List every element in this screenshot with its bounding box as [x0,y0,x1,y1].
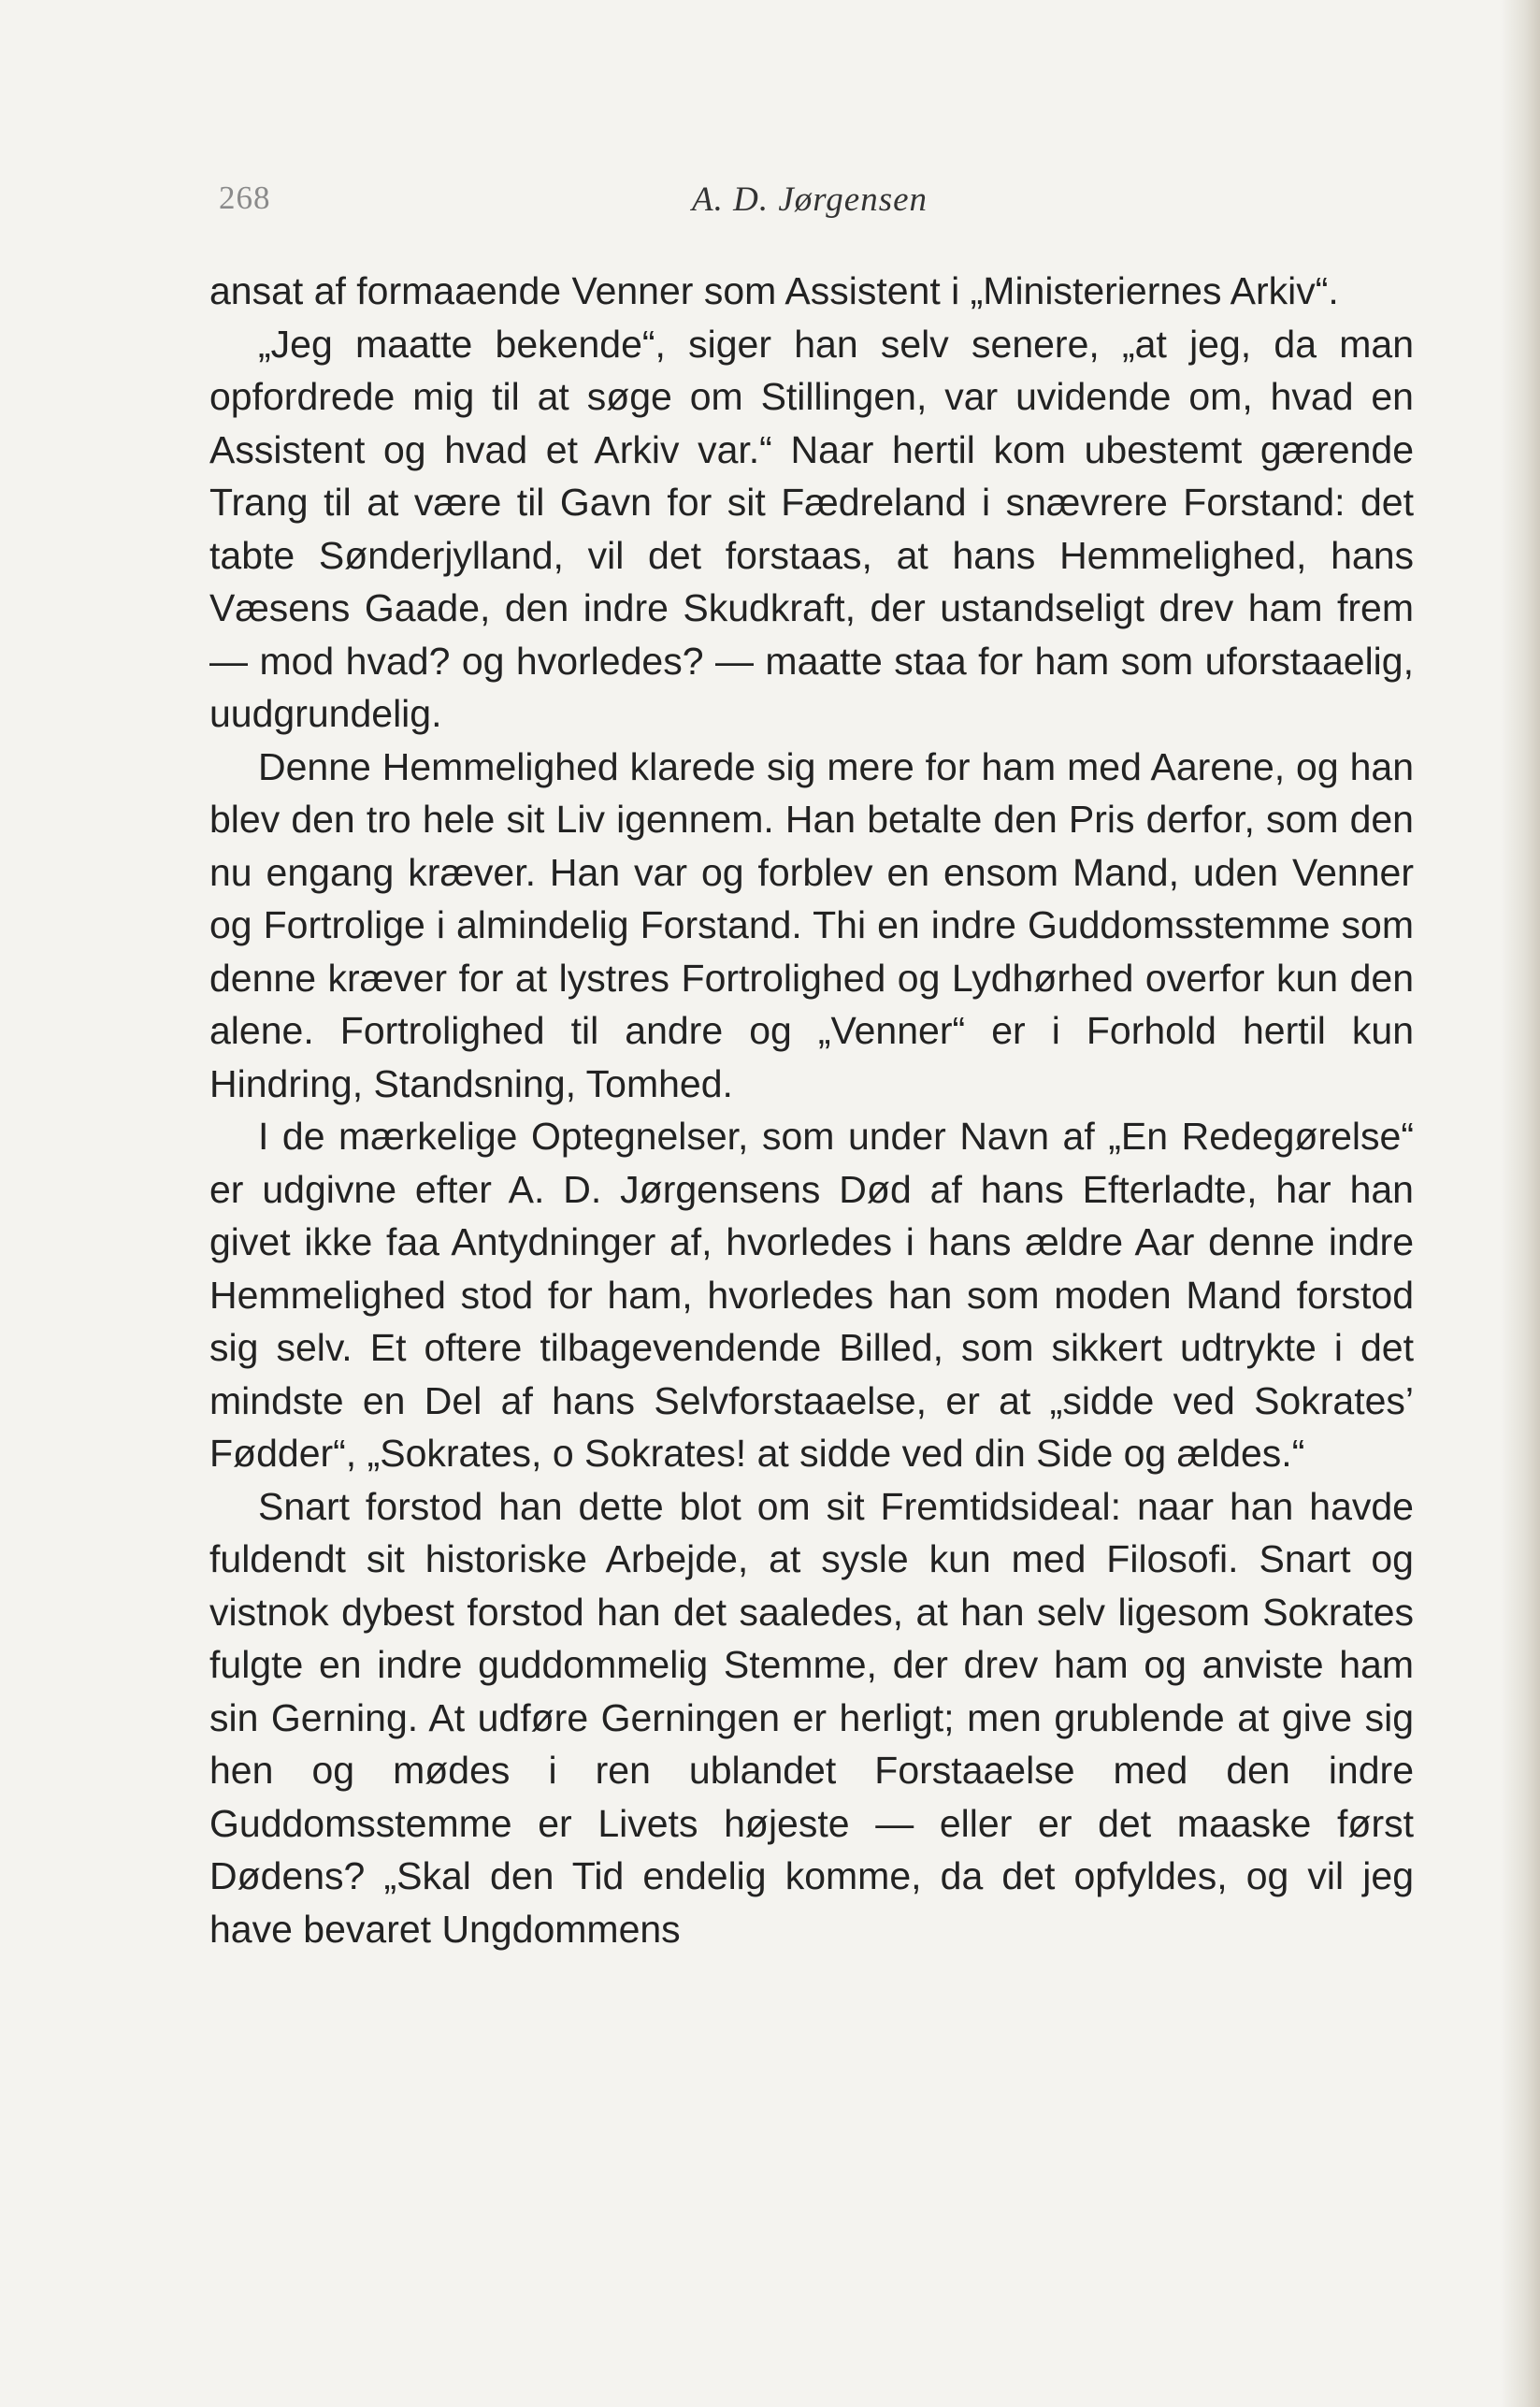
paragraph: Denne Hemmelighed klarede sig mere for ham med Aarene, og han blev den tro hele sit Liv igennem. Han betalte den Pris derfor, som den nu engang kræver. Han var og forblev en ensom Mand, uden Venner og Fortrolige i almindelig Forstand. Thi en indre Guddomsstemme som denne kræver for at lystres Fortrolighed og Lydhørhed overfor kun den alene. Fortrolighed til andre og „Venner“ er i Forhold hertil kun Hindring, Standsning, Tomhed. [209,744,1414,1105]
page-edge-shadow [1501,0,1540,2407]
page-header [206,180,1421,226]
paragraph: Snart forstod han dette blot om sit Fremtidsideal: naar han havde fuldendt sit historiske Arbejde, at sysle kun med Filosofi. Snart og vistnok dybest forstod han det saaledes, at han selv ligesom Sokrates fulgte en indre guddommelig Stemme, der drev ham og anviste ham sin Gerning. At udføre Gerningen er herligt; men grublende at give sig hen og mødes i ren ublandet Forstaaelse med den indre Guddomsstemme er Livets højeste — eller er det maaske først Dødens? „Skal den Tid endelig komme, da det opfyldes, og vil jeg have bevaret Ungdommens [209,1484,1414,1951]
page-number: 268 [219,180,271,216]
running-head: A. D. Jørgensen [692,180,928,219]
paragraph: I de mærkelige Optegnelser, som under Navn af „En Redegørelse“ er udgivne efter A. D. Jørgensens Død af hans Efterladte, har han givet ikke faa Antydninger af, hvorledes i hans ældre Aar denne indre Hemmelighed stod for ham, hvorledes han som moden Mand forstod sig selv. Et oftere tilbagevendende Billed, som sikkert udtrykte i det mindste en Del af hans Selvforstaaelse, er at „sidde ved Sokrates’ Fødder“, „Sokrates, o Sokrates! at sidde ved din Side og ældes.“ [209,1115,1414,1475]
paragraph: „Jeg maatte bekende“, siger han selv senere, „at jeg, da man opfordrede mig til at søge om Stillingen, var uvidende om, hvad en Assistent og hvad et Arkiv var.“ Naar hertil kom ubestemt gærende Trang til at være til Gavn for sit Fædreland i snævrere Forstand: det tabte Sønderjylland, vil det forstaas, at hans Hemmelighed, hans Væsens Gaade, den indre Skudkraft, der ustandseligt drev ham frem — mod hvad? og hvorledes? — maatte staa for ham som uforstaaelig, uudgrundelig. [209,322,1414,735]
body-text [209,265,1414,1955]
paragraph: ansat af formaaende Venner som Assistent i „Ministeriernes Arkiv“. [209,269,1339,312]
